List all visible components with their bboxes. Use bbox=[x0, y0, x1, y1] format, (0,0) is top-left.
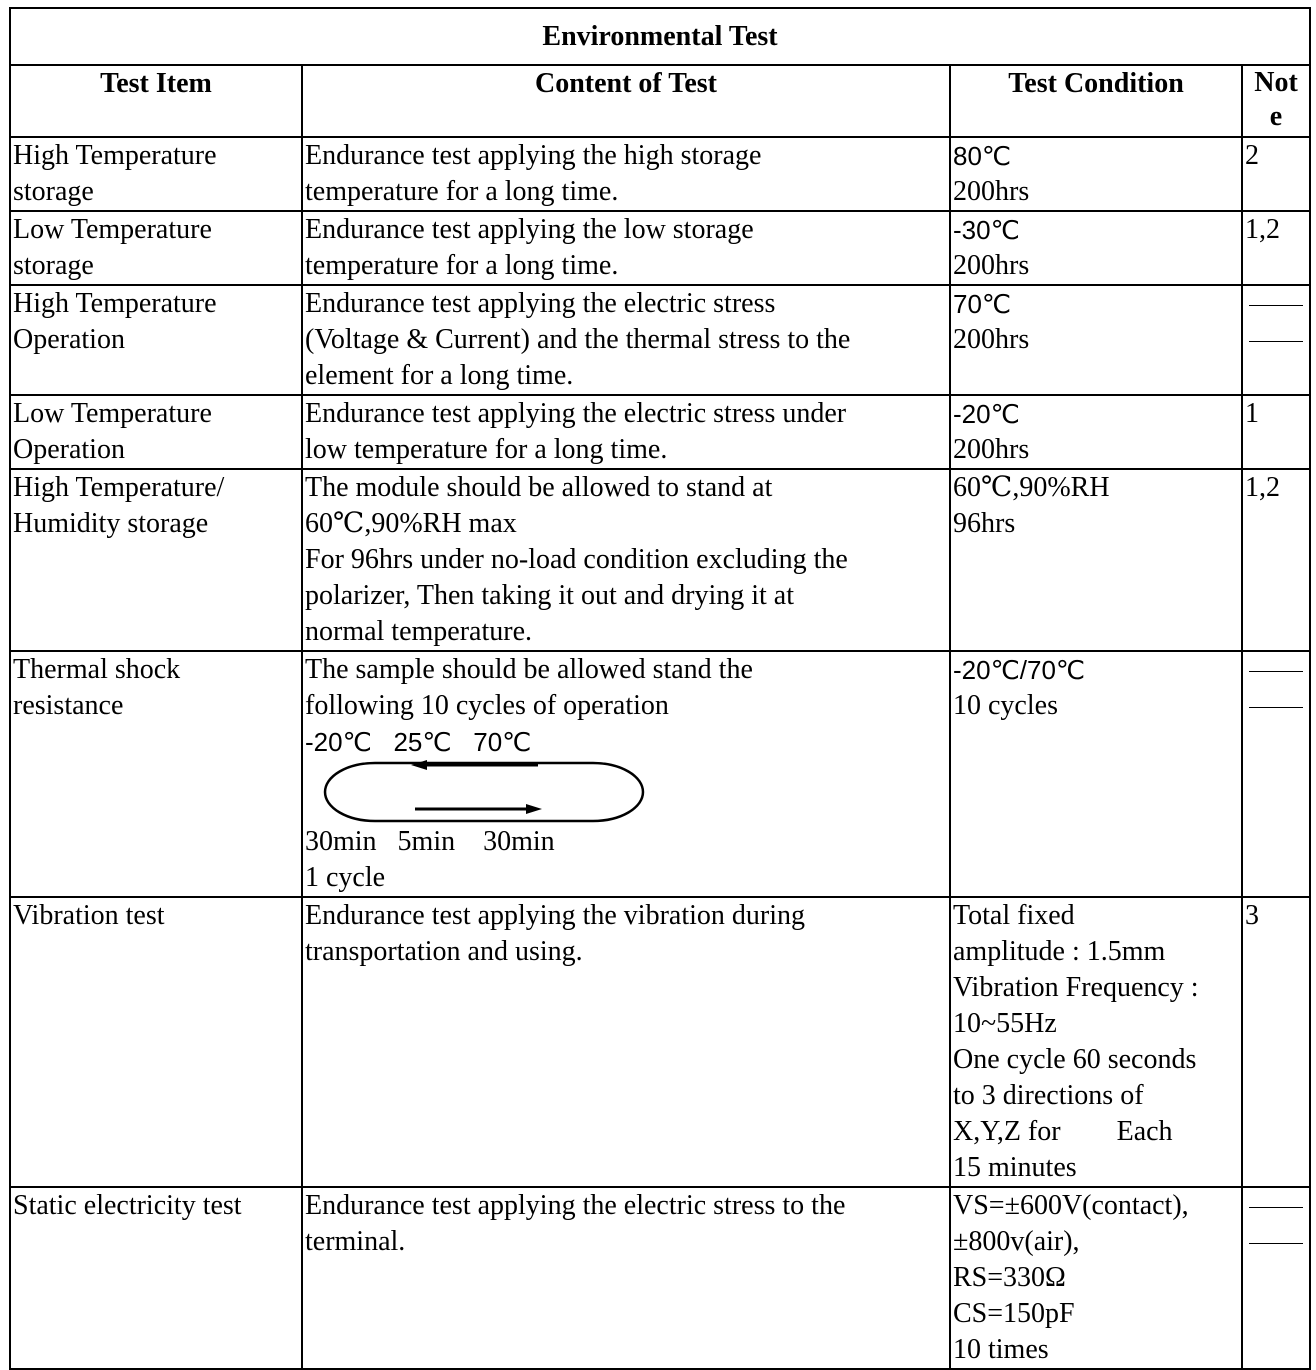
cycle-times: 30min 5min 30min bbox=[305, 826, 555, 857]
cell-condition bbox=[950, 395, 1242, 469]
cell-note bbox=[1242, 137, 1310, 211]
item-line: Operation bbox=[13, 324, 125, 355]
cell-test-item bbox=[10, 469, 302, 651]
item-line: Humidity storage bbox=[13, 508, 209, 539]
condition-line: 15 minutes bbox=[953, 1152, 1077, 1183]
condition-line: 80℃ bbox=[953, 141, 1012, 171]
cell-content bbox=[302, 211, 950, 285]
cell-condition bbox=[950, 137, 1242, 211]
cell-test-item bbox=[10, 651, 302, 897]
content-line: element for a long time. bbox=[305, 360, 574, 391]
condition-line: 10 cycles bbox=[953, 690, 1058, 721]
content-line: transportation and using. bbox=[305, 936, 583, 967]
content-line: polarizer, Then taking it out and drying it at bbox=[305, 580, 795, 611]
item-line: Static electricity test bbox=[13, 1190, 242, 1221]
cell-condition bbox=[950, 469, 1242, 651]
condition-line: to 3 directions of bbox=[953, 1080, 1144, 1111]
cell-condition bbox=[950, 651, 1242, 897]
table-row bbox=[10, 897, 1310, 1187]
cell-content bbox=[302, 897, 950, 1187]
cell-condition bbox=[950, 897, 1242, 1187]
header-note bbox=[1242, 65, 1310, 137]
cell-content bbox=[302, 285, 950, 395]
header-row bbox=[10, 65, 1310, 137]
table-row bbox=[10, 137, 1310, 211]
note-dash bbox=[1245, 286, 1307, 322]
table-title-row bbox=[10, 8, 1310, 65]
cell-content bbox=[302, 395, 950, 469]
cell-note bbox=[1242, 395, 1310, 469]
cycle-temperatures: -20℃ 25℃ 70℃ bbox=[305, 727, 532, 757]
note-dash bbox=[1245, 652, 1307, 688]
cell-content bbox=[302, 469, 950, 651]
condition-line: amplitude : 1.5mm bbox=[953, 936, 1166, 967]
table-row bbox=[10, 1187, 1310, 1369]
condition-line: 96hrs bbox=[953, 508, 1016, 539]
content-line: temperature for a long time. bbox=[305, 250, 619, 281]
content-line: Endurance test applying the electric stress to the bbox=[305, 1190, 846, 1221]
note-dash bbox=[1245, 1224, 1307, 1260]
cell-condition bbox=[950, 211, 1242, 285]
table-title: Environmental Test bbox=[10, 8, 1310, 65]
note-dash bbox=[1245, 322, 1307, 358]
content-line: The sample should be allowed stand the bbox=[305, 654, 753, 685]
cell-content bbox=[302, 651, 950, 897]
cell-note bbox=[1242, 897, 1310, 1187]
header-content-of-test: Content of Test bbox=[302, 65, 950, 137]
item-line: High Temperature bbox=[13, 140, 217, 171]
item-line: Operation bbox=[13, 434, 125, 465]
content-line: Endurance test applying the electric stress bbox=[305, 288, 776, 319]
cell-test-item bbox=[10, 137, 302, 211]
condition-line: 10~55Hz bbox=[953, 1008, 1057, 1039]
condition-line: 200hrs bbox=[953, 250, 1030, 281]
cycle-label: 1 cycle bbox=[305, 862, 386, 893]
cell-note bbox=[1242, 211, 1310, 285]
content-line: For 96hrs under no-load condition excluding the bbox=[305, 544, 848, 575]
condition-line: -30℃ bbox=[953, 215, 1020, 245]
condition-line: ±800v(air), bbox=[953, 1226, 1080, 1257]
condition-line: -20℃ bbox=[953, 399, 1020, 429]
cell-test-item bbox=[10, 1187, 302, 1369]
note-dash bbox=[1245, 1188, 1307, 1224]
condition-line: 10 times bbox=[953, 1334, 1049, 1365]
arrow-right-head bbox=[526, 804, 542, 814]
content-line: The module should be allowed to stand at bbox=[305, 472, 773, 503]
condition-line: Total fixed bbox=[953, 900, 1075, 931]
cell-condition bbox=[950, 1187, 1242, 1369]
content-line: temperature for a long time. bbox=[305, 176, 619, 207]
content-line: low temperature for a long time. bbox=[305, 434, 668, 465]
table-row bbox=[10, 469, 1310, 651]
item-line: Vibration test bbox=[13, 900, 165, 931]
header-test-item: Test Item bbox=[10, 65, 302, 137]
table-row bbox=[10, 395, 1310, 469]
note-value: 3 bbox=[1245, 900, 1259, 931]
cell-test-item bbox=[10, 211, 302, 285]
content-line: normal temperature. bbox=[305, 616, 533, 647]
item-line: High Temperature bbox=[13, 288, 217, 319]
cell-content bbox=[302, 137, 950, 211]
note-value: 1,2 bbox=[1245, 472, 1280, 503]
table-row bbox=[10, 651, 1310, 897]
item-line: Low Temperature bbox=[13, 398, 212, 429]
cell-test-item bbox=[10, 395, 302, 469]
cell-note bbox=[1242, 651, 1310, 897]
arrow-left-head bbox=[411, 760, 427, 770]
table-row bbox=[10, 285, 1310, 395]
item-line: Thermal shock bbox=[13, 654, 181, 685]
cell-test-item bbox=[10, 897, 302, 1187]
note-value: 1 bbox=[1245, 398, 1259, 429]
cell-note bbox=[1242, 1187, 1310, 1369]
note-dash bbox=[1245, 688, 1307, 724]
cell-content bbox=[302, 1187, 950, 1369]
content-line: Endurance test applying the high storage bbox=[305, 140, 762, 171]
content-line: Endurance test applying the low storage bbox=[305, 214, 754, 245]
item-line: resistance bbox=[13, 690, 124, 721]
header-note-line1: Not bbox=[1254, 67, 1298, 98]
condition-line: CS=150pF bbox=[953, 1298, 1075, 1329]
table-row bbox=[10, 211, 1310, 285]
content-line: terminal. bbox=[305, 1226, 406, 1257]
item-line: storage bbox=[13, 250, 94, 281]
content-line: 60℃,90%RH max bbox=[305, 508, 517, 539]
item-line: storage bbox=[13, 176, 94, 207]
content-line: (Voltage & Current) and the thermal stress to the bbox=[305, 324, 851, 355]
header-note-line2: e bbox=[1269, 101, 1283, 132]
note-value: 1,2 bbox=[1245, 214, 1280, 245]
cell-note bbox=[1242, 469, 1310, 651]
condition-line: 200hrs bbox=[953, 176, 1030, 207]
content-line: Endurance test applying the vibration during bbox=[305, 900, 805, 931]
cell-test-item bbox=[10, 285, 302, 395]
condition-line: X,Y,Z for Each bbox=[953, 1116, 1173, 1147]
thermal-cycle-diagram bbox=[313, 760, 653, 824]
condition-line: -20℃/70℃ bbox=[953, 655, 1086, 685]
condition-line: 200hrs bbox=[953, 434, 1030, 465]
condition-line: One cycle 60 seconds bbox=[953, 1044, 1197, 1075]
condition-line: VS=±600V(contact), bbox=[953, 1190, 1189, 1221]
header-test-condition: Test Condition bbox=[950, 65, 1242, 137]
condition-line: Vibration Frequency : bbox=[953, 972, 1199, 1003]
content-line: Endurance test applying the electric stress under bbox=[305, 398, 847, 429]
cell-condition bbox=[950, 285, 1242, 395]
cell-note bbox=[1242, 285, 1310, 395]
content-line: following 10 cycles of operation bbox=[305, 690, 669, 721]
item-line: High Temperature/ bbox=[13, 472, 225, 503]
cycle-loop bbox=[325, 763, 643, 821]
note-value: 2 bbox=[1245, 140, 1259, 171]
environmental-test-table bbox=[9, 7, 1311, 1370]
condition-line: RS=330Ω bbox=[953, 1262, 1066, 1293]
condition-line: 60℃,90%RH bbox=[953, 472, 1110, 503]
condition-line: 200hrs bbox=[953, 324, 1030, 355]
item-line: Low Temperature bbox=[13, 214, 212, 245]
condition-line: 70℃ bbox=[953, 289, 1012, 319]
